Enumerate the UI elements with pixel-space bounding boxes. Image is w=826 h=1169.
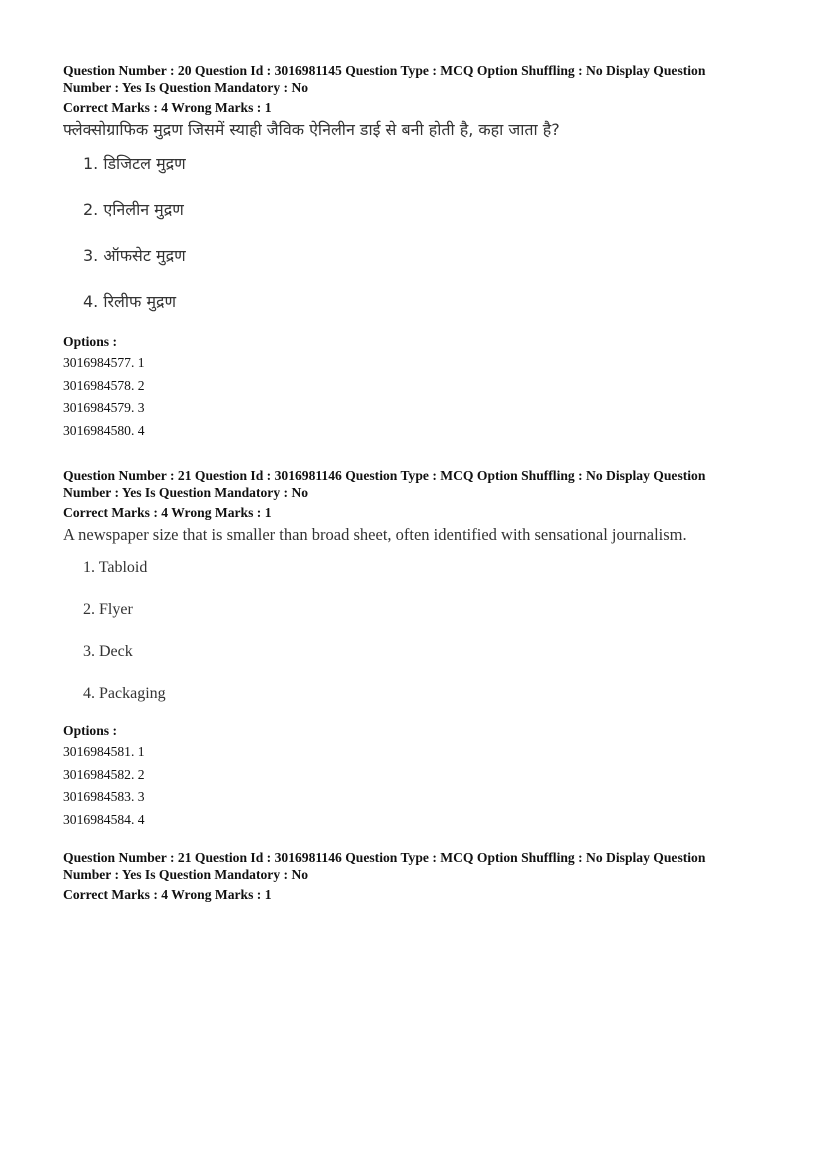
answer-choice: 3. ऑफसेट मुद्रण <box>83 246 186 265</box>
answer-choice: 2. एनिलीन मुद्रण <box>83 200 184 219</box>
question-meta-line1: Question Number : 20 Question Id : 3016981145 Question Type : MCQ Option Shuffling : No Display Question <box>63 63 706 78</box>
question-marks: Correct Marks : 4 Wrong Marks : 1 <box>63 887 272 902</box>
option-id-list <box>63 352 763 442</box>
answer-choice: 1. डिजिटल मुद्रण <box>83 154 186 173</box>
option-id: 3016984583. 3 <box>63 789 145 804</box>
question-meta-line2: Number : Yes Is Question Mandatory : No <box>63 80 309 95</box>
options-label: Options : <box>63 723 118 738</box>
answer-choice: 4. रिलीफ मुद्रण <box>83 292 177 311</box>
answer-choices <box>63 553 763 721</box>
answer-choice: 4. Packaging <box>83 685 166 702</box>
option-id: 3016984578. 2 <box>63 377 145 393</box>
question-meta-line2: Number : Yes Is Question Mandatory : No <box>63 485 309 500</box>
question-marks: Correct Marks : 4 Wrong Marks : 1 <box>63 505 272 520</box>
question-marks: Correct Marks : 4 Wrong Marks : 1 <box>63 100 272 115</box>
answer-choice: 1. Tabloid <box>83 559 148 576</box>
option-id: 3016984579. 3 <box>63 400 145 415</box>
question-block-20 <box>63 62 763 442</box>
question-meta-line1: Question Number : 21 Question Id : 3016981146 Question Type : MCQ Option Shuffling : No Display Question <box>63 850 706 865</box>
question-meta-line2: Number : Yes Is Question Mandatory : No <box>63 867 309 882</box>
option-id: 3016984580. 4 <box>63 422 145 438</box>
option-id-list <box>63 741 763 831</box>
answer-choice: 2. Flyer <box>83 601 133 618</box>
answer-choices <box>63 148 763 332</box>
question-text: फ्लेक्सोग्राफिक मुद्रण जिसमें स्याही जैविक ऐनिलीन डाई से बनी होती है, कहा जाता है? <box>63 120 560 139</box>
option-id: 3016984577. 1 <box>63 355 145 370</box>
option-id: 3016984582. 2 <box>63 766 145 782</box>
option-id: 3016984584. 4 <box>63 811 145 827</box>
options-label: Options : <box>63 334 118 349</box>
question-meta-line1: Question Number : 21 Question Id : 3016981146 Question Type : MCQ Option Shuffling : No Display Question <box>63 468 706 483</box>
question-text: A newspaper size that is smaller than broad sheet, often identified with sensational journalism. <box>63 525 687 544</box>
question-block-21 <box>63 467 763 831</box>
question-block-21-repeat <box>63 849 763 903</box>
option-id: 3016984581. 1 <box>63 744 145 759</box>
answer-choice: 3. Deck <box>83 643 133 660</box>
